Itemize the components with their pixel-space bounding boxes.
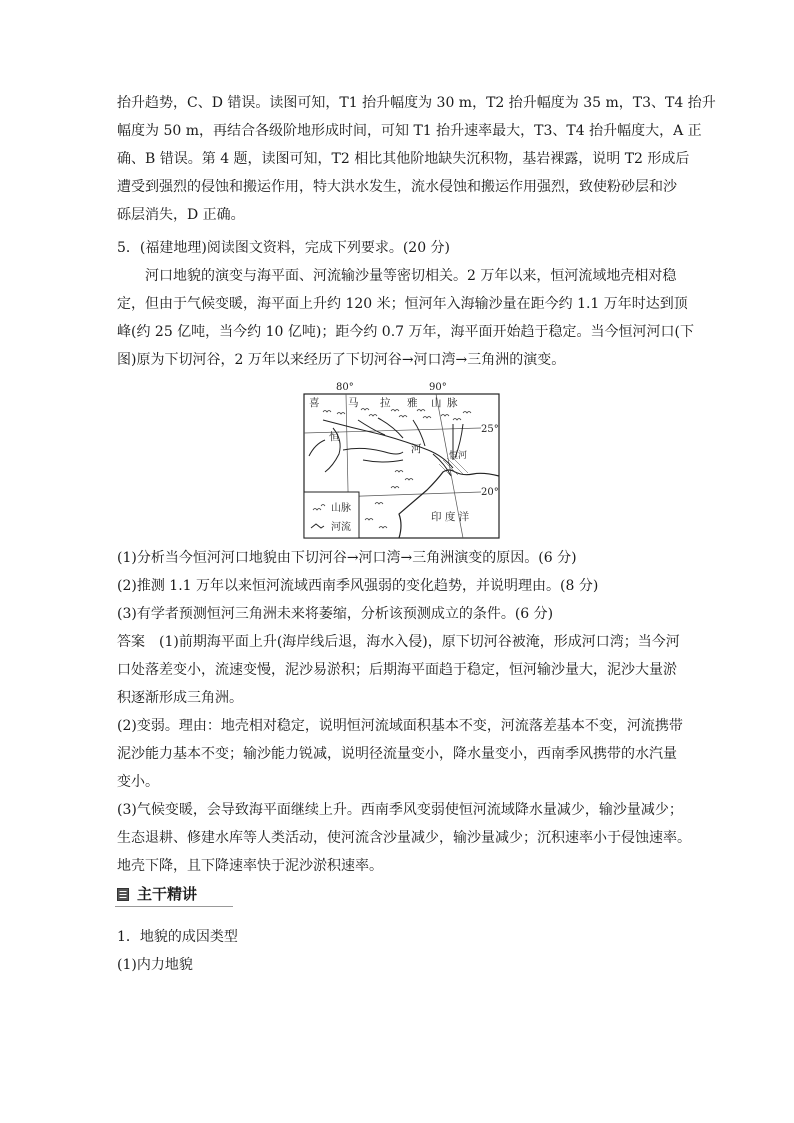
ganges-map [303, 380, 501, 540]
lon-label-80: 80° [336, 382, 354, 393]
lat-label-25: 25° [481, 424, 499, 435]
mountain-char: 山 [431, 397, 442, 409]
question-item: (3)有学者预测恒河三角洲未来将萎缩，分析该预测成立的条件。(6 分) [117, 606, 554, 622]
question-item: (1)分析当今恒河河口地貌由下切河谷→河口湾→三角洲演变的原因。(6 分) [117, 550, 577, 566]
question-item: (2)推测 1.1 万年以来恒河流域西南季风强弱的变化趋势，并说明理由。(8 分) [117, 578, 599, 594]
lon-label-90: 90° [429, 382, 447, 393]
text-line: 定，但由于气候变暖，海平面上升约 120 米；恒河年入海输沙量在距今约 1.1 万年时达到顶 [117, 296, 688, 312]
text-line: 遭受到强烈的侵蚀和搬运作用，特大洪水发生，流水侵蚀和搬运作用强烈，致使粉砂层和沙 [117, 179, 677, 195]
document-icon [117, 888, 129, 901]
map-label-ocean: 印 度 洋 [431, 511, 470, 523]
mountain-char: 雅 [407, 397, 418, 409]
map-label-heng: 恒 [329, 431, 340, 443]
mountain-char: 喜 [309, 397, 320, 409]
section-header [115, 880, 233, 908]
answer-line: 口处落差变小，流速变慢，泥沙易淤积；后期海平面趋于稳定，恒河输沙量大，泥沙大量淤 [117, 662, 677, 678]
map-label-ganges: 恒河 [449, 451, 468, 461]
question-heading: 5．(福建地理)阅读图文资料，完成下列要求。(20 分) [117, 240, 451, 256]
answer-line: (2)变弱。理由：地壳相对稳定，说明恒河流域面积基本不变，河流落差基本不变，河流携带 [117, 718, 683, 734]
section-title: 主干精讲 [137, 885, 198, 903]
section-rule [115, 906, 233, 907]
subheading: (1)内力地貌 [117, 957, 193, 973]
mountain-char: 马 [348, 397, 359, 409]
answer-line: 生态退耕、修建水库等人类活动，使河流含沙量减少，输沙量减少；沉积速率小于侵蚀速率。 [117, 830, 691, 846]
subheading: 1．地貌的成因类型 [117, 929, 238, 945]
answer-line: 积逐渐形成三角洲。 [117, 690, 243, 706]
mountain-char: 拉 [380, 397, 391, 409]
mountain-char: 脉 [447, 397, 458, 409]
answer-line: (3)气候变暖，会导致海平面继续上升。西南季风变弱使恒河流域降水量减少，输沙量减少； [117, 802, 683, 818]
text-line: 峰(约 25 亿吨，当今约 10 亿吨)；距今约 0.7 万年，海平面开始趋于稳定。当今恒河河口(下 [117, 324, 694, 340]
answer-line: 答案 (1)前期海平面上升(海岸线后退，海水入侵)，原下切河谷被淹，形成河口湾；当今河 [117, 634, 680, 650]
text-line: 确、B 错误。第 4 题，读图可知，T2 相比其他阶地缺失沉积物，基岩裸露，说明 T2 形成后 [117, 151, 690, 167]
answer-line: 地壳下降，且下降速率快于泥沙淤积速率。 [117, 858, 383, 874]
text-line: 抬升趋势，C、D 错误。读图可知，T1 抬升幅度为 30 m，T2 抬升幅度为 35 m，T3、T4 抬升 [117, 95, 716, 111]
text-line: 图)原为下切河谷，2 万年以来经历了下切河谷→河口湾→三角洲的演变。 [117, 352, 566, 368]
answer-line: 变小。 [117, 774, 159, 790]
legend-river-label: 河流 [331, 522, 351, 533]
text-line: 幅度为 50 m，再结合各级阶地形成时间，可知 T1 抬升速率最大，T3、T4 抬升幅度大，A 正 [117, 123, 702, 139]
legend-mountain-label: 山脉 [331, 503, 351, 514]
answer-line: 泥沙能力基本不变；输沙能力锐减，说明径流量变小，降水量变小，西南季风携带的水汽量 [117, 746, 677, 762]
lat-label-20: 20° [481, 487, 499, 498]
map-label-he: 河 [411, 443, 422, 455]
text-line: 砾层消失，D 正确。 [117, 207, 245, 223]
text-line: 河口地貌的演变与海平面、河流输沙量等密切相关。2 万年以来，恒河流域地壳相对稳 [145, 268, 677, 284]
